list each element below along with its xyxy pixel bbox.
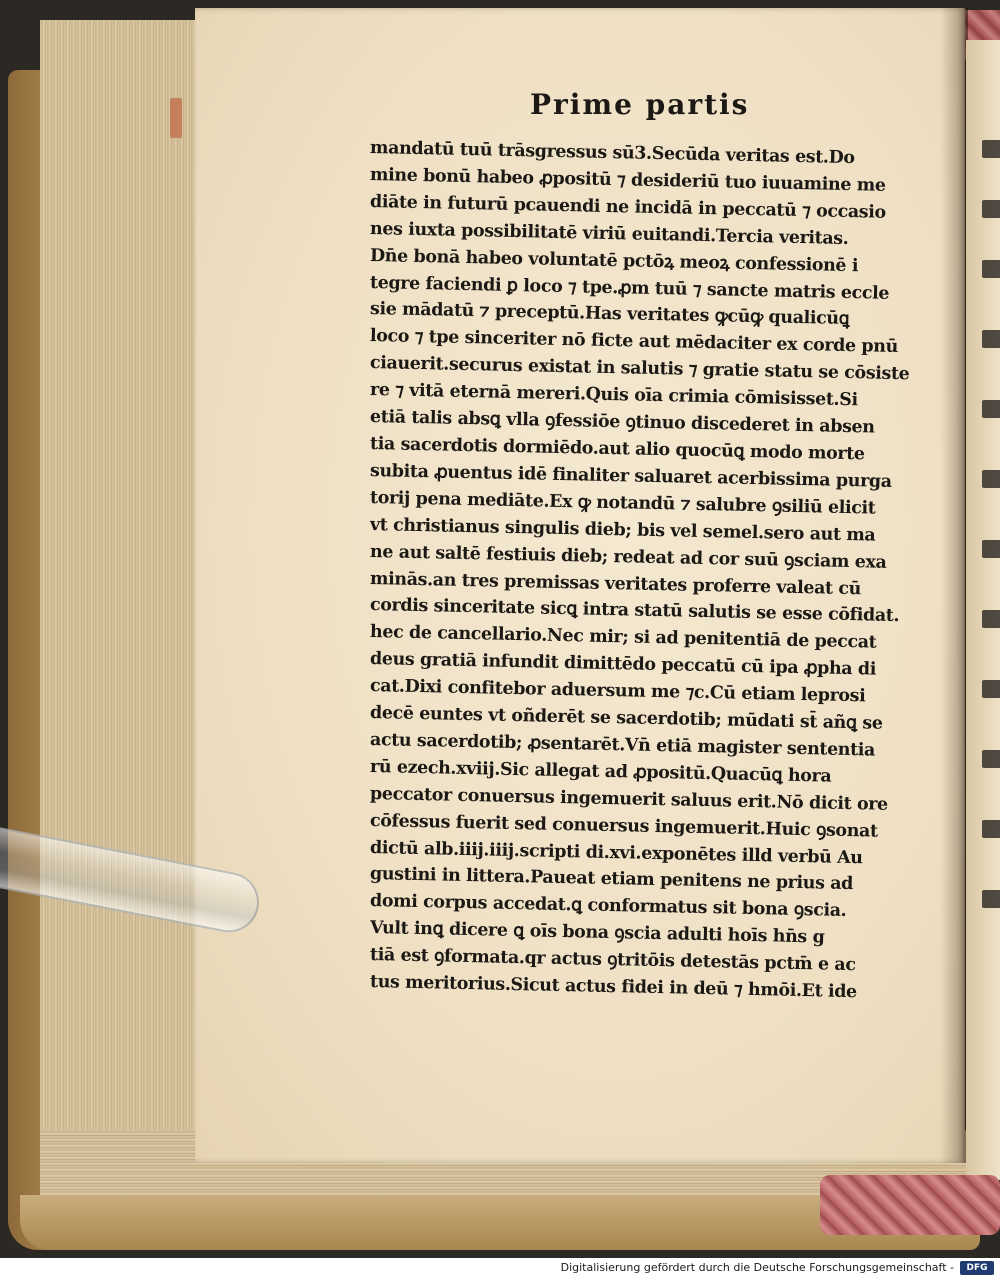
text-line: gustini in littera.Paueat etiam penitens ne prius ad xyxy=(369,864,854,895)
text-line: re ⁊ vitā eternā mereri.Quis oīa crimia cōmisisset.Si xyxy=(369,380,858,411)
text-line: mandatū tuū trāsgressus sū3.Secūda veritas est.Do xyxy=(369,138,855,169)
bookmark-ribbon xyxy=(820,1175,1000,1235)
text-line: tus meritorius.Sicut actus fidei in deū ⁊ hmōi.Et ide xyxy=(369,972,857,1003)
footer-credit: Digitalisierung gefördert durch die Deutsche Forschungsgemeinschaft - xyxy=(560,1261,954,1274)
running-header: Prime partis xyxy=(530,88,750,121)
text-line: dictū alb.iiij.iiij.scripti di.xvi.exponētes illd verbū Au xyxy=(369,837,863,868)
text-line: cordis sinceritate sicꝗ intra statū salutis se esse cōfidat. xyxy=(369,595,900,627)
text-line: tia sacerdotis dormiēdo.aut alio quocūꝗ modo morte xyxy=(369,433,865,465)
page-edges xyxy=(40,20,200,1210)
text-line: ne aut saltē festiuis dieb; redeat ad cor suū ꝯsciam exa xyxy=(369,541,887,573)
text-line: cōfessus fuerit sed conuersus ingemuerit.Huic ꝯsonat xyxy=(369,810,878,842)
text-line: rū ezech.xviij.Sic allegat ad ꝓpositū.Quacūꝗ hora xyxy=(369,756,832,787)
text-line: nes iuxta possibilitatē viriū euitandi.Tercia veritas. xyxy=(369,218,849,249)
text-line: ciauerit.securus existat in salutis ⁊ gratie statu se cōsiste xyxy=(369,353,910,385)
text-line: tiā est ꝯformata.qr actus ꝯtritōis detestās pctm̄ e ac xyxy=(369,945,856,976)
facing-page-edge xyxy=(966,40,1000,1180)
text-line: mine bonū habeo ꝓpositū ⁊ desideriū tuo iuuamine me xyxy=(369,164,886,196)
text-line: decē euntes vt oñderēt se sacerdotib; mūdati st̄ añꝗ se xyxy=(369,703,883,734)
text-line: hec de cancellario.Nec mir; si ad penitentiā de peccat xyxy=(369,622,877,653)
page-gutter-shadow xyxy=(940,8,968,1163)
text-line: etiā talis absꝗ vlla ꝯfessiōe ꝯtinuo discederet in absen xyxy=(369,407,875,438)
text-line: subita ꝓuentus idē finaliter saluaret acerbissima purga xyxy=(369,460,892,492)
text-line: diāte in futurū pcauendi ne incidā in peccatū ⁊ occasio xyxy=(369,191,886,223)
text-line: Dn̄e bonā habeo voluntatē pctōꝝ meoꝝ confessionē i xyxy=(369,245,859,276)
text-line: Vult inꝗ dicere ꝗ oīs bona ꝯscia adulti hoīs hn̄s g xyxy=(369,918,825,948)
text-line: sie mādatū ⁊ preceptū.Has veritates ꝙcūꝙ qualicūꝗ xyxy=(369,299,850,330)
text-line: vt christianus singulis dieb; bis vel semel.sero aut ma xyxy=(369,514,876,546)
footer-bar xyxy=(0,1258,1000,1278)
text-line: minās.an tres premissas veritates proferre valeat cū xyxy=(369,568,862,599)
text-line: deus gratiā infundit dimittēdo peccatū cū ipa ꝓpha di xyxy=(369,649,877,680)
text-line: cat.Dixi confitebor aduersum me ⁊c.Cū etiam leprosi xyxy=(369,676,866,707)
text-line: peccator conuersus ingemuerit saluus erit.Nō dicit ore xyxy=(369,783,888,815)
text-line: tegre faciendi ꝑ loco ⁊ tpe.ꝓm tuū ⁊ sancte matris eccle xyxy=(369,272,890,304)
dfg-logo: DFG xyxy=(960,1261,994,1275)
text-line: actu sacerdotib; ꝓsentarēt.Vn̄ etiā magister sententia xyxy=(369,729,876,761)
text-block xyxy=(369,135,915,1003)
text-line: torij pena mediāte.Ex ꝙ notandū ⁊ salubre ꝯsiliū elicit xyxy=(369,487,876,519)
text-line: loco ⁊ tpe sinceriter nō ficte aut mēdaciter ex corde pnū xyxy=(369,326,899,358)
page-tab-marker xyxy=(170,98,182,138)
text-line: domi corpus accedat.ꝗ conformatus sit bona ꝯscia. xyxy=(369,891,847,922)
